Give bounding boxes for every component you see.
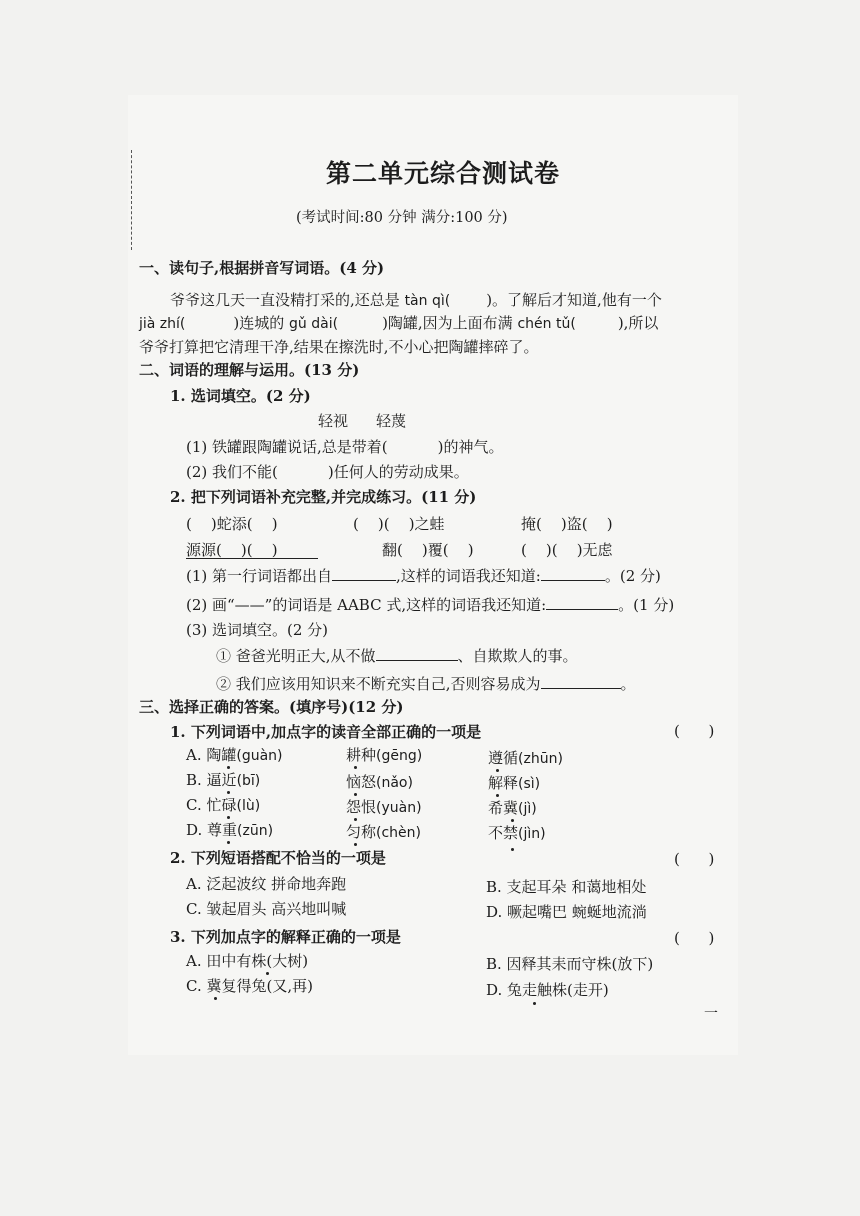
page-subtitle: (考试时间:80 分钟 满分:100 分) [296,210,508,226]
q-text: ,这样的词语我还知道: [396,567,541,585]
s2-q1: 1. 选词填空。(2 分) [170,387,311,405]
q-text: ② 我们应该用知识来不断充实自己,否则容易成为 [216,675,541,693]
s1-text: 爷爷这几天一直没精打采的,还总是 [170,291,400,309]
q1-option-b[interactable] [186,770,260,791]
q1-option-d[interactable] [186,820,273,841]
opt-word: 怨恨 [346,798,377,816]
q-text: 。(1 分) [618,596,675,614]
q1-option-d-3 [488,823,546,844]
pinyin-gudai: gǔ dài( [289,316,339,332]
opt-pinyin: (chèn) [376,825,421,841]
s1-line-1 [170,290,662,311]
emphasis-dot [214,997,217,1000]
q-text: ① 爸爸光明正大,从不做 [216,647,376,665]
emphasis-dot [496,794,499,797]
page-title: 第二单元综合测试卷 [326,159,561,188]
s1-line-2 [139,313,658,334]
s3-q1: 1. 下列词语中,加点字的读音全部正确的一项是 [170,723,482,741]
pinyin-chentu: chén tǔ( [517,316,576,332]
q2-option-b[interactable]: B. 支起耳朵 和蔼地相处 [486,878,647,896]
opt-word: C. 忙碌 [186,796,237,814]
s2-p3a [216,646,578,666]
s2-q1b [186,462,469,482]
idiom-5[interactable]: 翻( )覆( ) [382,541,474,559]
opt-word: A. 陶罐 [186,746,237,764]
opt-pinyin: (gēng) [376,748,423,764]
fill-blank[interactable] [546,595,618,610]
emphasis-dot [227,816,230,819]
section-2-heading: 二、词语的理解与运用。(13 分) [139,361,360,379]
opt-pinyin: (zhūn) [518,751,563,767]
q1-option-a-2 [346,745,422,766]
opt-pinyin: (sì) [518,776,541,792]
emphasis-dot [227,841,230,844]
q-text: 。 [620,675,636,693]
q3-option-d[interactable]: D. 兔走触株(走开) [486,981,609,999]
q-text: 。(2 分) [604,567,661,585]
fill-blank[interactable] [541,674,621,689]
idiom-underline [186,558,318,559]
opt-pinyin: (jì) [518,801,537,817]
q-text: (2) 我们不能( [186,463,278,481]
q2-option-c[interactable]: C. 皱起眉头 高兴地叫喊 [186,900,347,918]
s1-text: )。了解后才知道,他有一个 [486,291,662,309]
s1-text: )陶罐,因为上面布满 [382,314,513,332]
idiom-1[interactable]: ( )蛇添( ) [186,515,278,533]
opt-word: 希冀 [488,799,519,817]
q-text: 、自欺欺人的事。 [457,647,578,665]
word-choice-2: 轻蔑 [376,412,407,430]
q1-option-a[interactable] [186,745,283,766]
s2-p3: (3) 选词填空。(2 分) [186,621,329,639]
opt-pinyin: (nǎo) [376,775,413,791]
q-text: )的神气。 [437,438,504,456]
fill-blank[interactable] [376,646,458,661]
opt-word: 匀称 [346,823,377,841]
opt-pinyin: (zūn) [237,823,274,839]
emphasis-dot [354,843,357,846]
q-text: )任何人的劳动成果。 [327,463,469,481]
opt-word: 恼怒 [346,773,377,791]
q1-option-c[interactable] [186,795,260,816]
opt-word: 解释 [488,774,519,792]
emphasis-dot [511,819,514,822]
opt-word: B. 逼近 [186,771,237,789]
binding-line [131,150,132,250]
pinyin-tanqi: tàn qì( [404,293,451,309]
opt-pinyin: (lù) [236,798,261,814]
emphasis-dot [227,766,230,769]
answer-paren-3[interactable]: ( ) [674,929,715,947]
opt-word: 遵循 [488,749,519,767]
s2-q2: 2. 把下列词语补充完整,并完成练习。(11 分) [170,488,477,506]
q1-option-a-3 [488,748,563,769]
q3-option-b[interactable]: B. 因释其耒而守株(放下) [486,955,654,973]
idiom-4[interactable]: 源源( )( ) [186,541,278,559]
emphasis-dot [227,791,230,794]
s2-p2 [186,595,674,615]
section-3-heading: 三、选择正确的答案。(填序号)(12 分) [139,698,404,716]
opt-pinyin: (jìn) [518,826,546,842]
opt-pinyin: (yuàn) [376,800,422,816]
word-choice-1: 轻视 [318,412,349,430]
answer-paren-2[interactable]: ( ) [674,850,715,868]
q3-option-a[interactable]: A. 田中有株(大树) [186,952,309,970]
s1-text: )连城的 [233,314,285,332]
answer-paren-1[interactable]: ( ) [674,722,715,740]
q-text: (1) 铁罐跟陶罐说话,总是带着( [186,438,388,456]
q1-option-c-3 [488,798,537,819]
q1-option-b-3 [488,773,540,794]
emphasis-dot [266,972,269,975]
s1-text: ),所以 [617,314,659,332]
pinyin-jiazhi: jià zhí( [139,316,186,332]
opt-pinyin: (bī) [236,773,261,789]
emphasis-dot [354,766,357,769]
fill-blank[interactable] [332,566,396,581]
q1-option-c-2 [346,797,422,818]
fill-blank[interactable] [541,566,605,581]
q3-option-c[interactable]: C. 冀复得兔(又,再) [186,977,313,995]
s2-p3b [216,674,636,694]
s1-line-3: 爷爷打算把它清理干净,结果在擦洗时,不小心把陶罐摔碎了。 [139,338,539,356]
q2-option-d[interactable]: D. 噘起嘴巴 蜿蜒地流淌 [486,903,647,921]
q-text: (1) 第一行词语都出自 [186,567,333,585]
idiom-3[interactable]: 掩( )盗( ) [521,515,613,533]
s2-q1a [186,437,504,457]
emphasis-dot [533,1002,536,1005]
opt-word: D. 尊重 [186,821,238,839]
page-number-mark: 一 [704,1006,718,1022]
emphasis-dot [496,769,499,772]
s3-q3: 3. 下列加点字的解释正确的一项是 [170,928,401,946]
q-text: (2) 画“——”的词语是 AABC 式,这样的词语我还知道: [186,596,547,614]
q1-option-b-2 [346,772,413,793]
opt-pinyin: (guàn) [236,748,283,764]
emphasis-dot [354,818,357,821]
q2-option-a[interactable]: A. 泛起波纹 拼命地奔跑 [186,875,347,893]
emphasis-dot [354,793,357,796]
idiom-2[interactable]: ( )( )之蛙 [353,515,445,533]
emphasis-dot [511,848,514,851]
idiom-6[interactable]: ( )( )无虑 [521,541,613,559]
q1-option-d-2 [346,822,421,843]
s2-p1 [186,566,661,586]
opt-word: 耕种 [346,746,377,764]
s3-q2: 2. 下列短语搭配不恰当的一项是 [170,849,386,867]
section-1-heading: 一、读句子,根据拼音写词语。(4 分) [139,259,385,277]
opt-word: 不禁 [488,824,519,842]
